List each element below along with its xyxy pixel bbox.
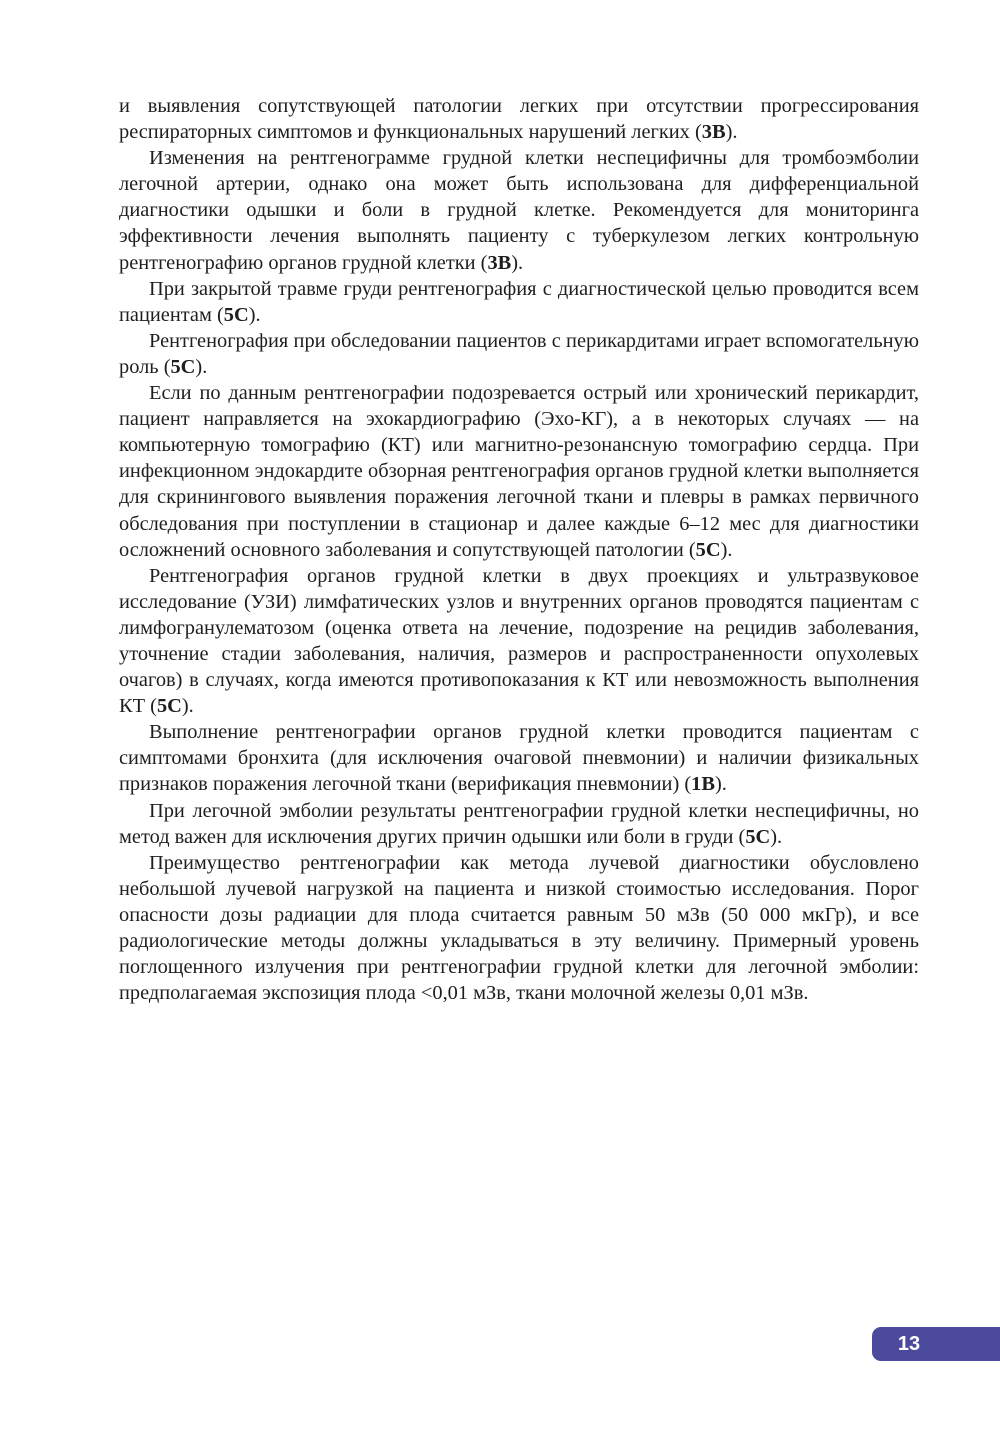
paragraph: Выполнение рентгенографии органов грудной клетки проводится пациентам с симптомами бронхита (для исключения очаговой пневмонии) и наличии физикальных признаков поражения легочной ткани (верификация пневмонии) (1B). xyxy=(119,721,919,796)
evidence-level: 1B xyxy=(691,773,715,796)
page-number-tab xyxy=(872,1327,1000,1361)
evidence-level: 5C xyxy=(170,355,196,378)
page-number: 13 xyxy=(897,1333,921,1355)
evidence-level: 5C xyxy=(695,538,721,561)
paragraph: Рентгенография органов грудной клетки в двух проекциях и ультразвуковое исследование (УЗИ) лимфатических узлов и внутренних органов проводятся пациентам с лимфогранулематозом (оценка ответа на лечение, подозрение на рецидив заболевания, уточнение стадии заболевания, наличия, размеров и распространенности опухолевых очагов) в случаях, когда имеются противопоказания к КТ или невозможность выполнения КТ (5C). xyxy=(119,564,919,718)
paragraph: Рентгенография при обследовании пациентов с перикардитами играет вспомогательную роль (5C). xyxy=(119,329,919,378)
paragraph: Изменения на рентгенограмме грудной клетки неспецифичны для тромбоэмболии легочной артерии, однако она может быть использована для дифференциальной диагностики одышки и боли в грудной клетке. Рекомендуется для мониторинга эффективности лечения выполнять пациенту с туберкулезом легких контрольную рентгенографию органов грудной клетки (3B). xyxy=(119,147,919,274)
paragraph: При легочной эмболии результаты рентгенографии грудной клетки неспецифичны, но метод важен для исключения других причин одышки или боли в груди (5C). xyxy=(119,799,919,848)
paragraph: и выявления сопутствующей патологии легких при отсутствии прогрессирования респираторных симптомов и функциональных нарушений легких (3B). xyxy=(119,95,919,144)
evidence-level: 3B xyxy=(487,251,512,274)
evidence-level: 3B xyxy=(701,121,726,144)
paragraph: При закрытой травме груди рентгенография с диагностической целью проводится всем пациентам (5C). xyxy=(119,277,919,326)
paragraph: Преимущество рентгенографии как метода лучевой диагностики обусловлено небольшой лучевой нагрузкой на пациента и низкой стоимостью исследования. Порог опасности дозы радиации для плода считается равным 50 мЗв (50 000 мкГр), и все радиологические методы должны укладываться в эту величину. Примерный уровень поглощенного излучения при рентгенографии грудной клетки для легочной эмболии: предполагаемая экспозиция плода <0,01 мЗв, ткани молочной железы 0,01 мЗв. xyxy=(119,851,919,1005)
evidence-level: 5C xyxy=(745,825,771,848)
body-text xyxy=(119,93,919,1006)
paragraph: Если по данным рентгенографии подозревается острый или хронический перикардит, пациент направляется на эхокардиографию (Эхо-КГ), а в некоторых случаях — на компьютерную томографию (КТ) или магнитно-резонансную томографию сердца. При инфекционном эндокардите обзорная рентгенография органов грудной клетки выполняется для скринингового выявления поражения легочной ткани и плевры в рамках первичного обследования при поступлении в стационар и далее каждые 6–12 мес для диагностики осложнений основного заболевания и сопутствующей патологии (5C). xyxy=(119,382,919,561)
evidence-level: 5C xyxy=(156,695,182,718)
evidence-level: 5C xyxy=(223,303,249,326)
